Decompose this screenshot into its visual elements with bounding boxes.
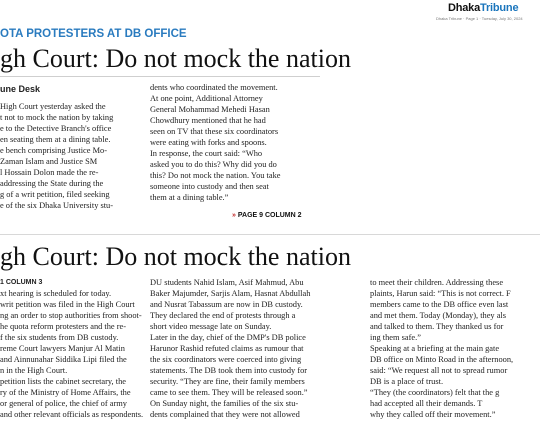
- story2-column-1-lines: [0, 288, 145, 420]
- text-line: en seating them at a dining table.: [0, 135, 111, 144]
- text-line: Zaman Islam and Justice SM: [0, 157, 98, 166]
- text-line: plaints, Harun said: “This is not correct. F: [370, 289, 511, 298]
- story1-column-2: [150, 82, 320, 203]
- text-line: writ petition was filed in the High Court: [0, 300, 135, 309]
- text-line: Chowdhury mentioned that he had: [150, 116, 266, 125]
- text-line: Baker Majumder, Sarjis Alam, Hasnat Abdullah: [150, 289, 311, 298]
- text-line: dents complained that they were not allowed: [150, 410, 300, 419]
- text-line: DB office on Minto Road in the afternoon,: [370, 355, 514, 364]
- text-line: e bench comprising Justice Mo-: [0, 146, 107, 155]
- text-line: and Nusrat Tabassum are now in DB custody.: [150, 300, 303, 309]
- text-line: ing them safe.”: [370, 333, 421, 342]
- text-line: DB is a place of trust.: [370, 377, 444, 386]
- text-line: dents who coordinated the movement.: [150, 83, 278, 92]
- text-line: Speaking at a briefing at the main gate: [370, 344, 500, 353]
- text-line: ry of the Ministry of Home Affairs, the: [0, 388, 131, 397]
- text-line: n in the High Court.: [0, 366, 68, 375]
- text-line: e of the six Dhaka University stu-: [0, 201, 114, 210]
- text-line: statements. The DB took them into custody for: [150, 366, 308, 375]
- story1-column-1: [0, 101, 142, 211]
- text-line: ng an order to stop authorities from shoot-: [0, 311, 142, 320]
- text-line: g of a writ petition, filed seeking: [0, 190, 110, 199]
- text-line: addressing the State during the: [0, 179, 104, 188]
- text-line: and talked to them. They thanked us for: [370, 322, 504, 331]
- text-line: DU students Nahid Islam, Asif Mahmud, Abu: [150, 278, 304, 287]
- text-line: and other relevant officials as respondents.: [0, 410, 144, 419]
- text-line: them at a dining table.”: [150, 193, 229, 202]
- text-line: l Hossain Dolon made the re-: [0, 168, 99, 177]
- text-line: had accepted all their demands. T: [370, 399, 483, 408]
- story1-byline: une Desk: [0, 84, 41, 94]
- text-line: were eating with forks and spoons.: [150, 138, 267, 147]
- text-line: petition lists the cabinet secretary, the: [0, 377, 126, 386]
- masthead-logo: DhakaTribune: [448, 2, 519, 14]
- text-line: came to see them. They will be released soon.”: [150, 388, 308, 397]
- headline-divider: [0, 76, 320, 77]
- text-line: e to the Detective Branch's office: [0, 124, 112, 133]
- text-line: General Mohammad Mehedi Hasan: [150, 105, 270, 114]
- text-line: In response, the court said: “Who: [150, 149, 263, 158]
- text-line: why they called off their movement.”: [370, 410, 496, 419]
- text-line: High Court yesterday asked the: [0, 102, 106, 111]
- jump-label: PAGE 9 COLUMN 2: [237, 212, 302, 219]
- story2-continuation-ref: 1 COLUMN 3: [0, 279, 43, 286]
- text-line: reme Court lawyers Manjur Al Matin: [0, 344, 125, 353]
- section-divider: [0, 234, 540, 235]
- story2-column-3: [370, 277, 540, 420]
- text-line: he quota reform protesters and the re-: [0, 322, 127, 331]
- story1-kicker: OTA PROTESTERS AT DB OFFICE: [0, 28, 187, 40]
- text-line: to meet their children. Addressing these: [370, 278, 504, 287]
- story1-headline: gh Court: Do not mock the nation: [0, 44, 351, 73]
- text-line: Harunor Rashid refuted claims as rumour that: [150, 344, 304, 353]
- text-line: and met them. Today (Monday), they als: [370, 311, 507, 320]
- text-line: On Sunday night, the families of the six stu-: [150, 399, 299, 408]
- text-line: “They (the coordinators) felt that the g: [370, 388, 500, 397]
- text-line: members came to the DB office even last: [370, 300, 509, 309]
- text-line: and Ainnunahar Siddika Lipi filed the: [0, 355, 127, 364]
- story2-column-1: [0, 277, 145, 420]
- story1-jump-link[interactable]: [232, 212, 302, 219]
- text-line: the six coordinators were coerced into giving: [150, 355, 302, 364]
- text-line: or general of police, the chief of army: [0, 399, 127, 408]
- text-line: xt hearing is scheduled for today.: [0, 289, 112, 298]
- text-line: seen on TV that these six coordinators: [150, 127, 279, 136]
- story2-headline: gh Court: Do not mock the nation: [0, 242, 351, 271]
- text-line: At one point, Additional Attorney: [150, 94, 263, 103]
- text-line: t not to mock the nation by taking: [0, 113, 114, 122]
- masthead-meta: Dhaka Tribune · Page 1 · Tuesday, July 30, 2024: [436, 16, 523, 21]
- text-line: Later in the day, chief of the DMP's DB police: [150, 333, 306, 342]
- text-line: someone into custody and then seat: [150, 182, 269, 191]
- text-line: short video message late on Sunday.: [150, 322, 272, 331]
- text-line: security. “They are fine, their family members: [150, 377, 305, 386]
- text-line: said: “We request all not to spread rumor: [370, 366, 508, 375]
- chevron-right-icon: »: [232, 212, 236, 219]
- text-line: f the six students from DB custody.: [0, 333, 119, 342]
- text-line: asked you to do this? Why did you do: [150, 160, 277, 169]
- text-line: this? Do not mock the nation. You take: [150, 171, 281, 180]
- story2-column-2: [150, 277, 365, 420]
- text-line: They declared the end of protests through a: [150, 311, 296, 320]
